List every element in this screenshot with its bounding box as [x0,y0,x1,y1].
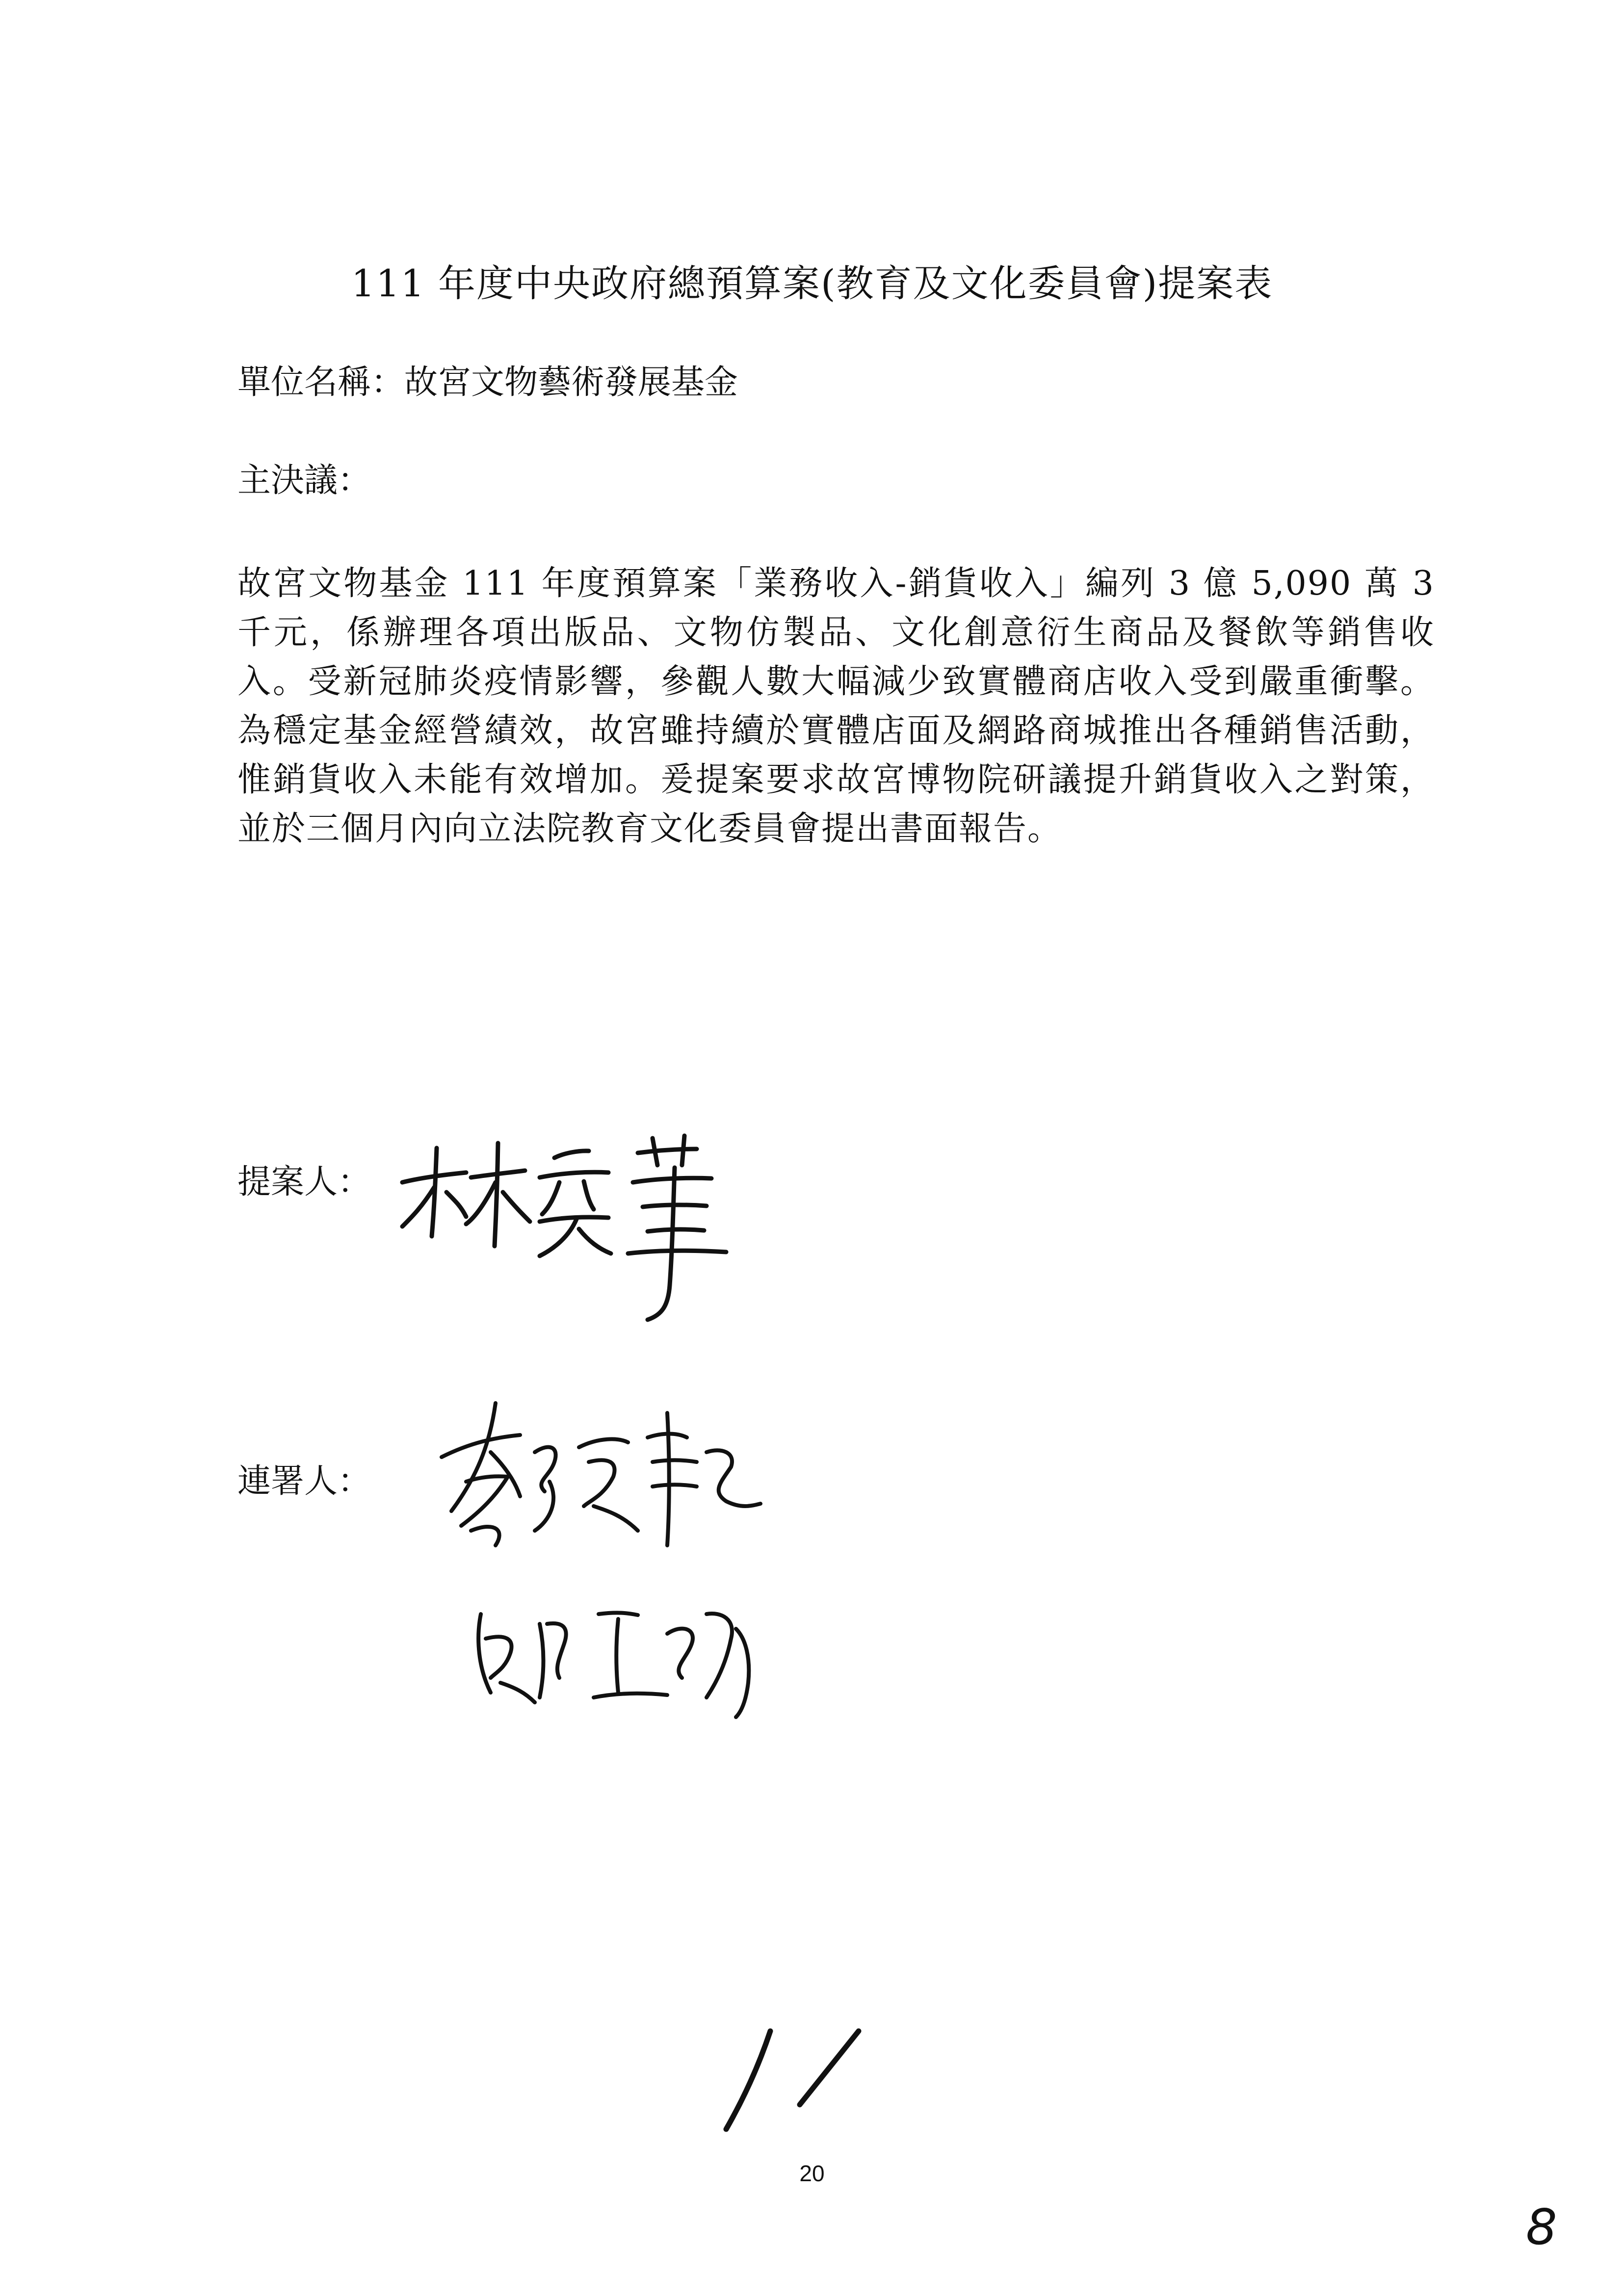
unit-name: 單位名稱：故宮文物藝術發展基金 [237,363,738,402]
proposer-label: 提案人： [237,1163,371,1201]
cosigner-signature-2 [461,1585,785,1722]
handwritten-mark [716,2026,873,2139]
resolution-body: 故宮文物基金 111 年度預算案「業務收入-銷貨收入」編列 3 億 5,090 萬 3 千元，係辦理各項出版品、文物仿製品、文化創意衍生商品及餐飲等銷售收入。受新冠肺炎疫情影響，參觀人數大幅減少致實體商店收入受到嚴重衝擊。為穩定基金經營績效，故宮雖持續於實體店面及網路商城推出各種銷售活動，惟銷貨收入未能有效增加。爰提案要求故宮博物院研議提升銷貨收入之對策，並於三個月內向立法院教育文化委員會提出書面報告。 [237,564,1435,848]
cosigner-label: 連署人： [237,1462,371,1501]
cosigner-signature-1 [422,1383,775,1590]
handwritten-corner-number: 8 [1526,2198,1557,2256]
page-number: 20 [799,2161,825,2186]
proposer-signature [393,1123,746,1330]
document-title: 111 年度中央政府總預算案(教育及文化委員會)提案表 [351,261,1273,305]
main-resolution-label: 主決議： [237,461,371,500]
